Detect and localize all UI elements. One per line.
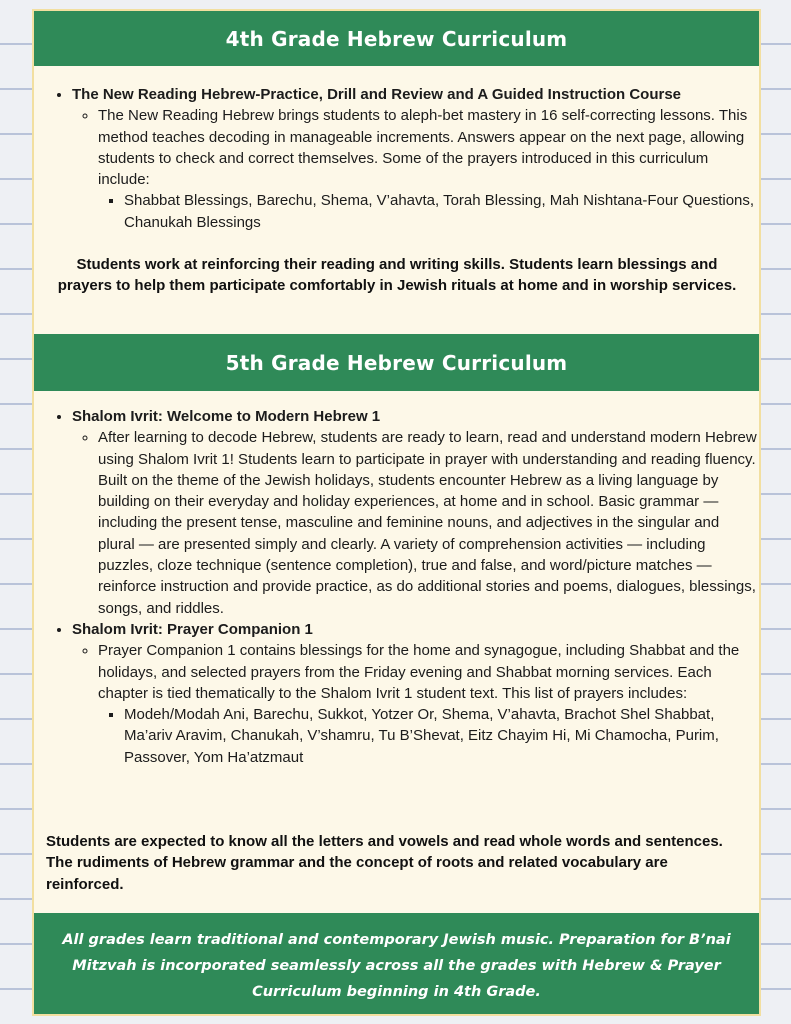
grade4-summary: Students work at reinforcing their reading and writing skills. Students learn blessings and prayers to help them participate comfortably in Jewish rituals at home and in worship services. xyxy=(57,256,737,295)
list-item xyxy=(124,190,759,233)
grade5-course-list xyxy=(34,406,759,768)
list-item xyxy=(98,640,759,768)
grade4-course-description: The New Reading Hebrew brings students to aleph-bet mastery in 16 self-correcting lessons. This method teaches decoding in manageable increments. Answers appear on the next page, allowing students to check and correct themselves. Some of the prayers introduced in this curriculum include: xyxy=(98,107,748,189)
grade5-prayer-list xyxy=(98,704,759,768)
list-item xyxy=(72,84,759,233)
list-item xyxy=(124,704,759,768)
grade5-summary: Students are expected to know all the letters and vowels and read whole words and sentences. The rudiments of Hebrew grammar and the concept of roots and related vocabulary are reinforced. xyxy=(46,833,723,893)
grade4-section xyxy=(34,84,759,233)
grade5-course1-description: After learning to decode Hebrew, students are ready to learn, read and understand modern Hebrew using Shalom Ivrit 1! Students learn to participate in prayer with understanding and reading fluency. Built on the theme of the Jewish holidays, students encounter Hebrew as a living language by building on their everyday and holiday experiences, at home and in school. Basic grammar — including the present tense, masculine and feminine nouns, and adjectives in the singular and plural — are presented simply and clearly. A variety of comprehension activities — including puzzles, cloze technique (sentence completion), true and false, and word/picture matches — reinforce instruction and provide practice, as do additional stories and poems, dialogues, blessings, songs, and riddles. xyxy=(98,429,757,617)
grade5-course2-description: Prayer Companion 1 contains blessings for the home and synagogue, including Shabbat and the holidays, and selected prayers from the Friday evening and Shabbat morning services. Each chapter is tied thematically to the Shalom Ivrit 1 student text. This list of prayers includes: xyxy=(98,642,740,702)
grade4-course-list xyxy=(34,84,759,233)
grade5-course1-details xyxy=(72,427,759,619)
grade5-heading: 5th Grade Hebrew Curriculum xyxy=(34,334,759,391)
grade4-course-title: The New Reading Hebrew-Practice, Drill and Review and A Guided Instruction Course xyxy=(72,86,682,103)
curriculum-sheet xyxy=(32,9,761,1016)
grade4-course-details xyxy=(72,105,759,233)
grade5-prayers: Modeh/Modah Ani, Barechu, Sukkot, Yotzer Or, Shema, V’ahavta, Brachot Shel Shabbat, Ma’ariv Aravim, Chanukah, V’shamru, Tu B’Shevat, Eitz Chayim Hi, Mi Chamocha, Purim, Passover, Yom Ha’atzmaut xyxy=(124,706,719,766)
grade4-heading: 4th Grade Hebrew Curriculum xyxy=(34,11,759,66)
list-item xyxy=(72,619,759,768)
grade5-course2-title: Shalom Ivrit: Prayer Companion 1 xyxy=(72,620,313,638)
grade4-prayer-list xyxy=(98,190,759,233)
grade5-section xyxy=(34,406,759,768)
list-item xyxy=(72,406,759,619)
grade4-prayers: Shabbat Blessings, Barechu, Shema, V’ahavta, Torah Blessing, Mah Nishtana-Four Questions, Chanukah Blessings xyxy=(124,192,755,231)
grade5-course1-title: Shalom Ivrit: Welcome to Modern Hebrew 1 xyxy=(72,408,381,425)
footer-banner: All grades learn traditional and contemporary Jewish music. Preparation for B’nai Mitzvah is incorporated seamlessly across all the grades with Hebrew & Prayer Curriculum beginning in 4th Grade. xyxy=(34,913,759,1014)
list-item xyxy=(98,105,759,233)
list-item xyxy=(98,427,759,619)
grade5-course2-details xyxy=(72,640,759,768)
